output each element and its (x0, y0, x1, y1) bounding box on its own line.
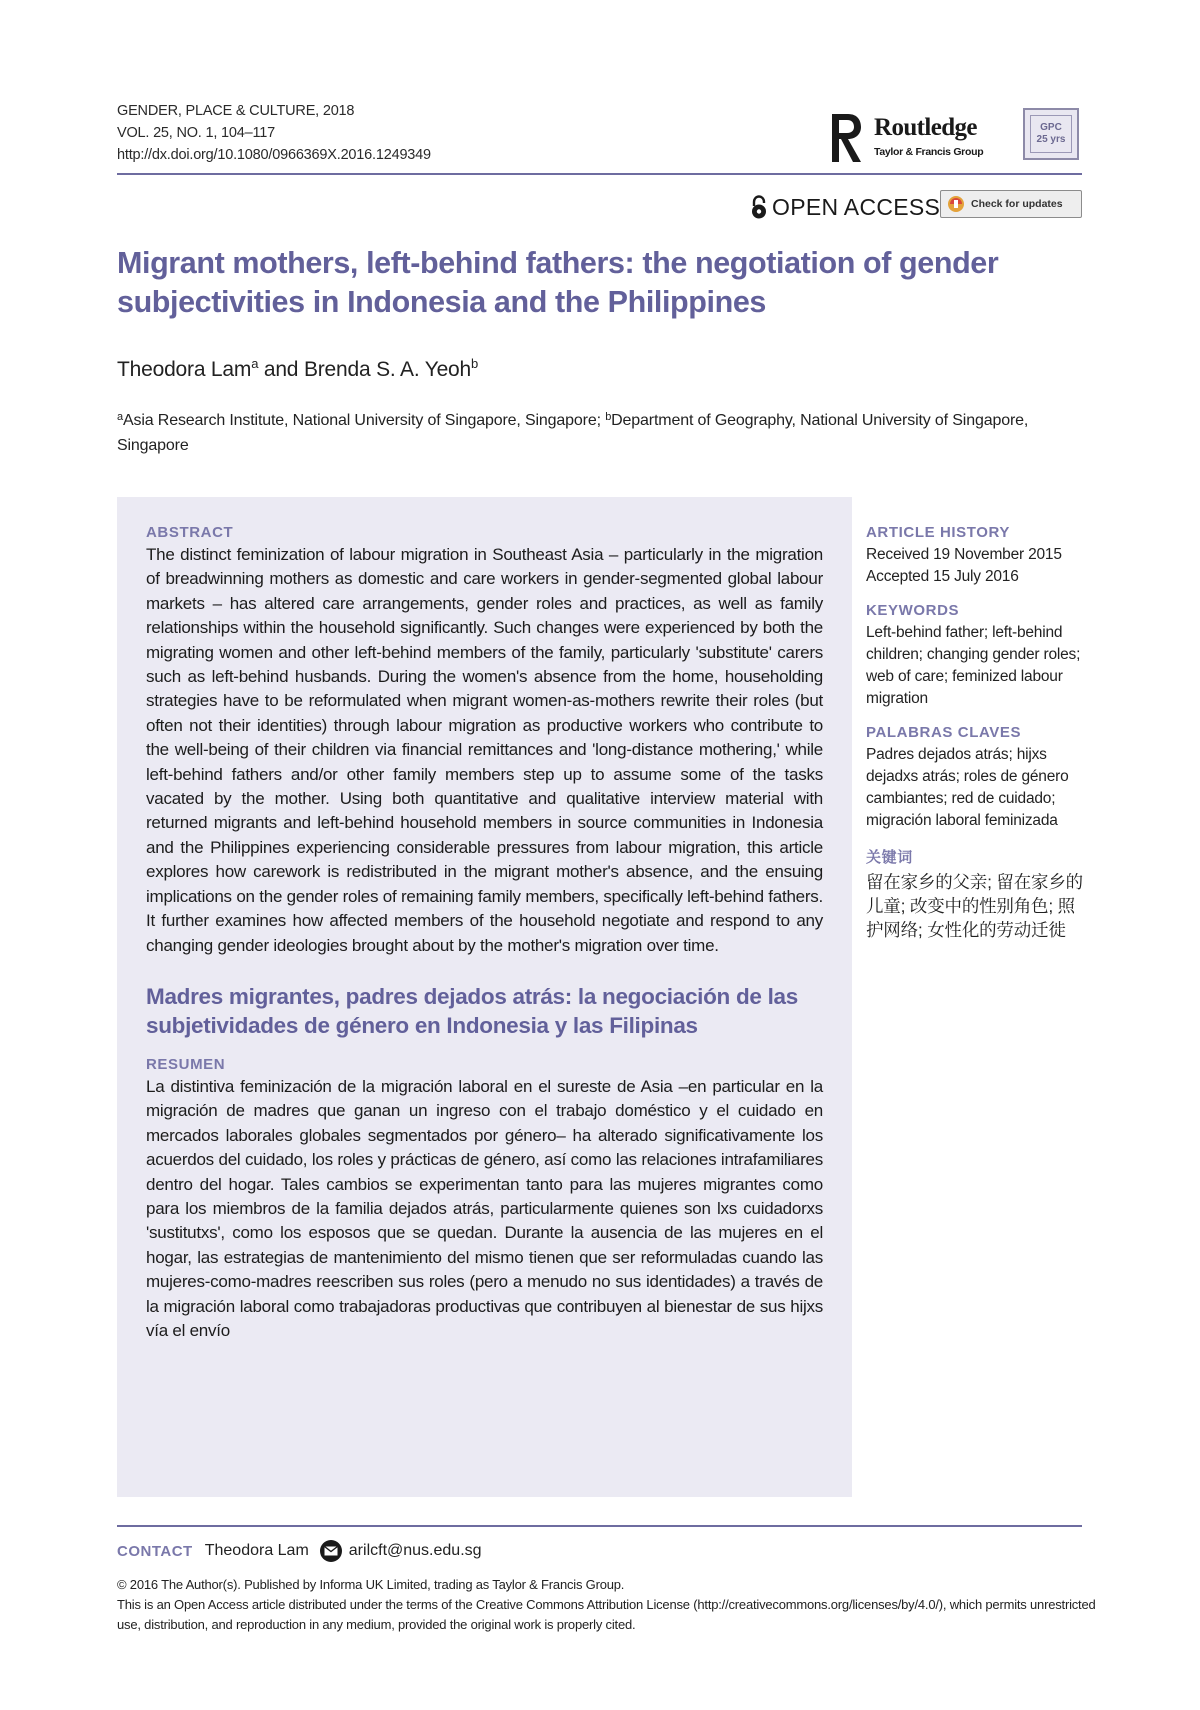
journal-volume: VOL. 25, NO. 1, 104–117 (117, 125, 275, 141)
keywords-label: KEYWORDS (866, 602, 960, 619)
history-label: ARTICLE HISTORY (866, 524, 1011, 541)
article-title: Migrant mothers, left-behind fathers: the negotiation of gender subjectivities in Indonesia and the Philippines (117, 246, 999, 319)
open-access-label: OPEN ACCESS (772, 193, 941, 220)
routledge-r-icon (832, 114, 862, 162)
copyright-line: © 2016 The Author(s). Published by Informa UK Limited, trading as Taylor & Francis Group. (117, 1577, 625, 1592)
license-notice (117, 1575, 1097, 1635)
anniversary-badge (1023, 108, 1079, 160)
palabras-list: Padres dejados atrás; hijxs dejadxs atrás; roles de género cambiantes; red de cuidado; migración laboral feminizada (866, 746, 1069, 829)
contact-name: Theodora Lam (204, 1542, 309, 1559)
journal-name: GENDER, PLACE & CULTURE, 2018 (117, 103, 355, 119)
contact-label: CONTACT (117, 1542, 193, 1560)
header-rule (117, 173, 1082, 175)
publisher-name: Routledge (874, 114, 977, 141)
accepted-date: Accepted 15 July 2016 (866, 568, 1019, 585)
publisher-logo[interactable] (832, 112, 1002, 168)
affiliation-marker: b (605, 411, 612, 423)
check-updates-button[interactable] (940, 190, 1082, 218)
publisher-subtitle: Taylor & Francis Group (874, 146, 984, 158)
contact-line (117, 1539, 482, 1563)
license-text (117, 1595, 1097, 1635)
crossmark-icon (947, 195, 965, 213)
badge-line2: 25 yrs (1036, 134, 1066, 145)
article-sidebar (866, 524, 1091, 956)
affiliation-marker: b (471, 356, 479, 371)
spanish-title: Madres migrantes, padres dejados atrás: la negociación de las subjetividades de género en Indonesia y las Filipinas (146, 983, 798, 1038)
author-separator: and (258, 358, 304, 381)
affiliation-marker: a (251, 356, 259, 371)
abstract-text: The distinct feminization of labour migration in Southeast Asia – particularly in the migration of breadwinning mothers as domestic and care workers in gender-segmented global labour markets – has altered care arrangements, gender roles and practices, as well as family relationships within the household significantly. Such changes were experienced by both the migrating women and other left-behind members of the family, particularly 'substitute' carers such as left-behind husbands. During the women's absence from the home, householding strategies have to be reformulated when migrant women-as-mothers rewrite their roles (but often not their identities) through labour migration as productive workers who contribute to the well-being of their children via financial remittances and 'long-distance mothering,' while left-behind fathers and/or other family members step up to assume some of the tasks vacated by the mother. Using both quantitative and qualitative interview material with returned migrants and left-behind household members in source communities in Indonesia and the Philippines experiencing considerable pressures from labour migration, this article explores how carework is redistributed in the migrant mother's absence, and the ensuing implications on the gender roles of remaining family members, specifically left-behind fathers. It further examines how affected members of the household negotiate and respond to any changing gender ideologies brought about by the mother's migration over time. (146, 545, 823, 955)
license-url[interactable]: http://creativecommons.org/licenses/by/4.0/ (697, 1597, 939, 1612)
author-list (117, 356, 478, 382)
author-name: Brenda S. A. Yeoh (303, 358, 472, 381)
check-updates-label: Check for updates (971, 198, 1063, 210)
license-text-start: This is an Open Access article distributed under the terms of the Creative Commons Attribution License ( (117, 1597, 698, 1612)
affiliation-marker: a (117, 411, 123, 423)
badge-line1: GPC (1040, 122, 1062, 133)
abstract-label: ABSTRACT (146, 524, 234, 541)
keywords-list: Left-behind father; left-behind children; changing gender roles; web of care; feminized labour migration (866, 624, 1081, 707)
abstract-column (146, 524, 823, 1343)
journal-info (117, 100, 431, 166)
contact-email[interactable]: arilcft@nus.edu.sg (348, 1542, 482, 1559)
license-text-end: ), which permits unrestricted use, distribution, and reproduction in any medium, provided the original work is properly cited. (117, 1597, 1096, 1632)
affiliation-b: Department of Geography, National University of Singapore, Singapore (117, 412, 1029, 454)
affiliation-a: Asia Research Institute, National University of Singapore, Singapore; (122, 412, 606, 429)
chinese-keywords-list: 留在家乡的父亲; 留在家乡的儿童; 改变中的性别角色; 照护网络; 女性化的劳动迁徙 (866, 872, 1083, 940)
footer-rule (117, 1525, 1082, 1527)
chinese-keywords-block (866, 846, 1091, 942)
article-history (866, 524, 1091, 588)
chinese-keywords-label: 关键词 (866, 849, 913, 866)
email-icon (319, 1539, 343, 1563)
open-lock-icon (750, 195, 768, 219)
doi-link[interactable]: http://dx.doi.org/10.1080/0966369X.2016.1249349 (117, 147, 431, 163)
palabras-block (866, 724, 1091, 832)
resumen-label: RESUMEN (146, 1055, 226, 1073)
resumen-text: La distintiva feminización de la migración laboral en el sureste de Asia –en particular en la migración de madres que ganan un ingreso con el trabajo doméstico y el cuidado en mercados laborales globales segmentados por género– ha alterado significativamente los acuerdos del cuidado, los roles y prácticas de género, así como las relaciones intrafamiliares dentro del hogar. Tales cambios se experimentan tanto para las mujeres migrantes como para los miembros de la familia dejados atrás, particularmente quienes son lxs cuidadorxs 'sustitutxs', como los esposos que se quedan. Durante la ausencia de las mujeres en el hogar, las estrategias de mantenimiento del mismo tienen que ser reformuladas cuando las mujeres-como-madres reescriben sus roles (pero a menudo no sus identidades) a través de la migración laboral como trabajadoras productivas que contribuyen al bienestar de sus hijxs vía el envío (146, 1076, 823, 1340)
author-name: Theodora Lam (117, 358, 252, 381)
affiliations (117, 405, 1087, 458)
keywords-block (866, 602, 1091, 710)
open-access-indicator (750, 193, 940, 221)
badge-inner (1030, 115, 1072, 153)
received-date: Received 19 November 2015 (866, 546, 1062, 563)
palabras-label: PALABRAS CLAVES (866, 724, 1022, 741)
